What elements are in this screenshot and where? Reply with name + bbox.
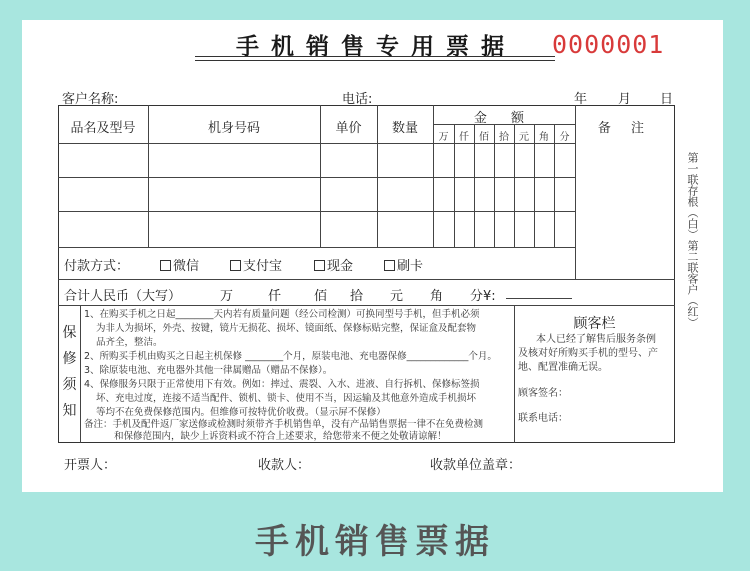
amount-unit-bai: 佰 [479, 132, 489, 143]
payment-option-label: 微信 [173, 259, 200, 274]
warranty-line-4: 2、所购买手机由购买之日起主机保修 ________个月，原装电池、充电器保修_____________个月。 [84, 351, 497, 362]
amount-unit-yuan: 元 [519, 132, 529, 143]
header-quantity: 数量 [391, 121, 418, 136]
warranty-line-2: 为非人为损坏，外壳、按键，镜片无损花、损坏、镜面纸、保修标贴完整，保证盒及配套物 [96, 323, 477, 334]
copy-note: 第一联存根（白）第二联客户（红） [686, 152, 699, 328]
payment-method-label: 付款方式： [64, 259, 130, 274]
customer-column-text-1: 本人已经了解售后服务条例 [536, 334, 656, 345]
issuer-label: 开票人： [64, 458, 117, 473]
date-month-label: 月 [618, 92, 632, 107]
payment-option-card[interactable] [384, 255, 423, 274]
phone-label: 电话: [342, 92, 373, 107]
amount-unit-fen: 分 [559, 132, 570, 143]
warranty-side-line [80, 305, 81, 443]
warranty-line-7: 坏、充电过度，连接不适当配件、锁机、锁卡、使用不当，因运输及其他意外造成手机损坏 [96, 393, 477, 404]
total-bottom-line [58, 305, 675, 306]
warranty-line-3: 品齐全，整洁。 [96, 337, 163, 348]
product-caption: 手机销售票据 [255, 522, 495, 562]
amount-unit-qian: 仟 [459, 132, 469, 143]
col-line-4 [433, 105, 434, 247]
checkbox-icon [230, 260, 241, 271]
row-line-3 [58, 247, 575, 248]
serial-number: 0000001 [552, 30, 665, 59]
header-remarks: 备 注 [597, 121, 653, 136]
header-amount: 金 额 [473, 111, 535, 126]
payment-option-label: 现金 [327, 259, 354, 274]
total-rmb-label: 合计人民币（大写） [64, 289, 182, 304]
customer-signature-label: 顾客签名： [518, 388, 568, 399]
customer-name-label: 客户名称: [62, 92, 119, 107]
title-underline [195, 56, 555, 57]
payment-option-cash[interactable] [314, 255, 353, 274]
header-bottom-line [58, 143, 575, 144]
total-unit-bai: 佰 [314, 289, 328, 304]
warranty-side-label: 保修须知 [62, 325, 77, 419]
stamp-label: 收款单位盖章： [430, 458, 522, 473]
customer-contact-label: 联系电话： [518, 413, 568, 424]
header-product: 品名及型号 [70, 121, 136, 136]
total-unit-qian: 仟 [268, 289, 282, 304]
receipt-title: 手机销售专用票据 [236, 34, 516, 60]
amount-unit-shi: 拾 [499, 132, 509, 143]
warranty-note-line-2: 和保修范围内，缺少上诉资料或不符合上述要求，给您带来不便之处敬请谅解！ [114, 431, 447, 442]
payment-option-label: 刷卡 [397, 259, 424, 274]
total-unit-fen-yuan-sign: 分¥: [470, 289, 496, 304]
payment-bottom-line [58, 279, 675, 280]
date-day-label: 日 [660, 92, 674, 107]
total-unit-yuan: 元 [390, 289, 404, 304]
warranty-line-8: 等均不在免费保修范围内。但维修可按特优价收费。（显示屏不保修） [96, 407, 386, 418]
row-line-1 [58, 177, 575, 178]
receiver-label: 收款人： [258, 458, 311, 473]
checkbox-icon [314, 260, 325, 271]
checkbox-icon [384, 260, 395, 271]
checkbox-icon [160, 260, 171, 271]
payment-option-alipay[interactable] [230, 255, 282, 274]
total-unit-shi: 拾 [350, 289, 364, 304]
payment-option-label: 支付宝 [243, 259, 283, 274]
date-year-label: 年 [574, 92, 588, 107]
warranty-line-5: 3、除原装电池、充电器外其他一律属赠品（赠品不保修）。 [84, 365, 333, 376]
title-underline-2 [195, 60, 555, 61]
total-unit-wan: 万 [220, 289, 234, 304]
warranty-line-1: 1、在购买手机之日起________天内若有质量问题（经公司检测）可换同型号手机，但手机必须 [84, 309, 480, 320]
row-line-2 [58, 211, 575, 212]
customer-column-text-3: 地、配置准确无误。 [518, 362, 608, 373]
customer-column-title: 顾客栏 [573, 316, 616, 332]
header-unit-price: 单价 [335, 121, 362, 136]
header-imei: 机身号码 [207, 121, 260, 136]
warranty-note-line-1: 备注：手机及配件返厂家送修或检测时须带齐手机销售单，没有产品销售票据一律不在免费检测 [84, 419, 484, 430]
customer-column-text-2: 及核对好所购买手机的型号、产 [518, 348, 658, 359]
total-unit-jiao: 角 [430, 289, 444, 304]
warranty-line-6: 4、保修服务只限于正常使用下有效。例如：摔过、震裂、入水、进液、自行拆机、保修标签损 [84, 379, 480, 390]
amount-unit-wan: 万 [438, 132, 449, 143]
total-amount-underline [506, 298, 572, 299]
payment-option-wechat[interactable] [160, 255, 199, 274]
amount-unit-jiao: 角 [539, 132, 549, 143]
